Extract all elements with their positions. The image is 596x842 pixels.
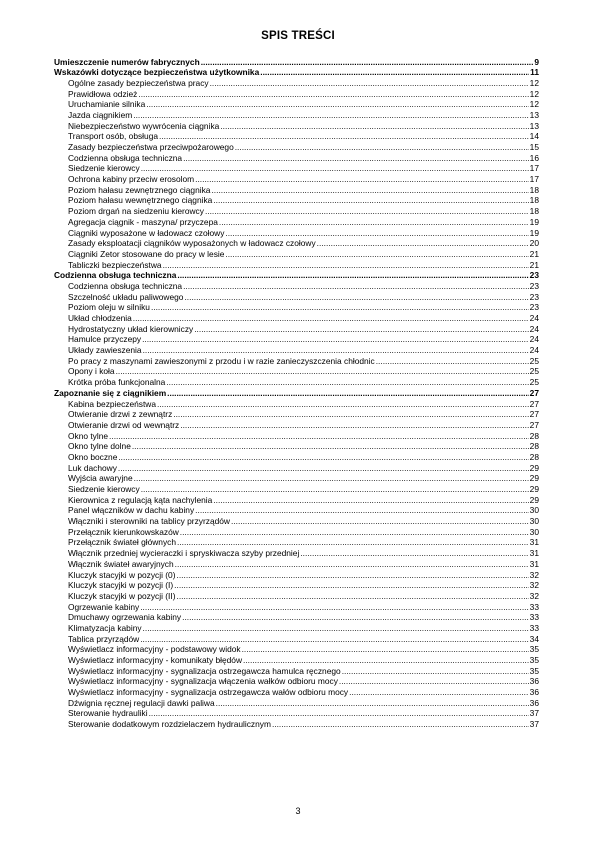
dot-leader <box>146 99 528 110</box>
dot-leader <box>184 292 528 303</box>
toc-entry-label: Umieszczenie numerów fabrycznych <box>54 56 200 67</box>
toc-entry[interactable] <box>54 281 539 292</box>
toc-entry-page-number: 35 <box>529 655 539 665</box>
toc-entry[interactable] <box>54 548 539 559</box>
toc-entry[interactable] <box>54 409 539 420</box>
dot-leader <box>142 334 529 345</box>
dot-leader <box>141 484 529 495</box>
toc-entry-label: Otwieranie drzwi od wewnątrz <box>68 419 180 430</box>
toc-entry-page-number: 25 <box>529 377 539 388</box>
toc-entry-page-number: 18 <box>529 184 539 195</box>
toc-entry-page-number: 18 <box>529 195 539 206</box>
toc-entry-label: Wyświetlacz informacyjny - komunikaty błędów <box>68 655 242 665</box>
toc-entry-label: Kierownica z regulacją kąta nachylenia <box>68 494 213 505</box>
toc-entry-label: Tablica przyrządów <box>68 633 140 644</box>
toc-entry-page-number: 31 <box>529 537 539 548</box>
toc-entry-page-number: 37 <box>529 708 539 719</box>
toc-entry-page-number: 12 <box>529 77 539 88</box>
toc-entry-label: Opony i koła <box>68 366 115 377</box>
toc-entry[interactable] <box>54 89 539 100</box>
toc-entry-label: Prawidłowa odzież <box>68 88 138 99</box>
dot-leader <box>216 698 529 709</box>
toc-entry[interactable] <box>54 121 539 132</box>
toc-entry-page-number: 36 <box>529 687 539 698</box>
toc-entry-label: Wyświetlacz informacyjny - podstawowy widok <box>68 644 241 655</box>
dot-leader <box>272 719 529 730</box>
toc-entry-page-number: 25 <box>529 366 539 377</box>
toc-entry[interactable] <box>54 420 539 431</box>
toc-entry-label: Okno boczne <box>68 451 118 462</box>
toc-entry-page-number: 9 <box>534 56 539 67</box>
toc-entry-label: Kabina bezpieczeństwa <box>68 398 156 409</box>
dot-leader <box>167 388 529 399</box>
toc-section-entry[interactable] <box>54 270 539 281</box>
toc-entry-page-number: 21 <box>529 248 539 259</box>
toc-entry-label: Okno tylne dolne <box>68 441 131 452</box>
toc-entry-label: Wyświetlacz informacyjny - sygnalizacja włączenia wałków odbioru mocy <box>68 676 338 687</box>
toc-entry[interactable] <box>54 719 539 730</box>
toc-entry-page-number: 11 <box>530 67 539 78</box>
toc-entry-page-number: 25 <box>529 355 539 366</box>
toc-entry[interactable] <box>54 377 539 388</box>
toc-entry-label: Krótka próba funkcjonalna <box>68 377 166 388</box>
toc-entry-label: Ochrona kabiny przeciw erosolom <box>68 174 195 185</box>
dot-leader <box>183 153 529 164</box>
toc-entry[interactable] <box>54 687 539 698</box>
dot-leader <box>205 206 529 217</box>
toc-entry[interactable] <box>54 441 539 452</box>
dot-leader <box>118 452 528 463</box>
dot-leader <box>151 302 529 313</box>
toc-entry[interactable] <box>54 366 539 377</box>
toc-entry-page-number: 23 <box>529 291 539 302</box>
dot-leader <box>138 89 528 100</box>
toc-entry-label: Układy zawieszenia <box>68 345 142 356</box>
toc-entry-page-number: 27 <box>529 398 539 409</box>
toc-entry-label: Układ chłodzenia <box>68 313 132 323</box>
toc-entry[interactable] <box>54 399 539 410</box>
dot-leader <box>210 78 529 89</box>
toc-entry-label: Siedzenie kierowcy <box>68 484 140 494</box>
dot-leader <box>342 666 529 677</box>
toc-entry-label: Przełącznik świateł głównych <box>68 537 176 548</box>
dot-leader <box>201 57 534 68</box>
dot-leader <box>177 537 529 548</box>
toc-entry[interactable] <box>54 334 539 345</box>
toc-entry-page-number: 12 <box>529 88 539 99</box>
toc-entry[interactable] <box>54 516 539 527</box>
toc-entry-label: Włączniki i sterowniki na tablicy przyrządów <box>68 516 230 527</box>
toc-entry-label: Włącznik przedniej wycieraczki i spryskiwacza szyby przedniej <box>68 548 300 559</box>
toc-entry-page-number: 37 <box>529 719 539 730</box>
toc-entry-page-number: 36 <box>529 676 539 687</box>
toc-entry[interactable] <box>54 345 539 356</box>
dot-leader <box>132 441 529 452</box>
toc-entry[interactable] <box>54 537 539 548</box>
toc-entry-page-number: 19 <box>529 216 539 227</box>
toc-entry-page-number: 30 <box>529 505 539 516</box>
toc-entry-page-number: 31 <box>529 558 539 569</box>
toc-entry-label: Codzienna obsługa techniczna <box>68 280 183 291</box>
toc-entry[interactable] <box>54 249 539 260</box>
toc-entry-label: Ogrzewanie kabiny <box>68 601 140 612</box>
toc-entry[interactable] <box>54 324 539 335</box>
toc-entry-page-number: 24 <box>529 313 539 323</box>
toc-entry[interactable] <box>54 195 539 206</box>
toc-entry-page-number: 30 <box>529 516 539 527</box>
toc-entry-label: Niebezpieczeństwo wywrócenia ciągnika <box>68 120 220 131</box>
toc-entry[interactable] <box>54 559 539 570</box>
dot-leader <box>219 217 529 228</box>
toc-entry-page-number: 28 <box>529 430 539 441</box>
toc-entry-page-number: 29 <box>529 484 539 494</box>
dot-leader <box>180 420 528 431</box>
dot-leader <box>300 548 528 559</box>
toc-entry[interactable] <box>54 634 539 645</box>
toc-section-entry[interactable] <box>54 57 539 68</box>
dot-leader <box>182 612 529 623</box>
toc-entry[interactable] <box>54 185 539 196</box>
toc-entry-label: Codzienna obsługa techniczna <box>54 270 177 281</box>
dot-leader <box>211 185 528 196</box>
toc-entry-page-number: 29 <box>529 494 539 505</box>
toc-entry-label: Otwieranie drzwi z zewnątrz <box>68 409 173 420</box>
dot-leader <box>175 559 529 570</box>
toc-entry-page-number: 29 <box>529 462 539 473</box>
toc-entry-label: Tabliczki bezpieczeństwa <box>68 259 162 270</box>
dot-leader <box>141 163 529 174</box>
toc-entry-page-number: 17 <box>529 163 539 174</box>
toc-entry-page-number: 27 <box>529 419 539 430</box>
toc-entry[interactable] <box>54 452 539 463</box>
toc-entry-page-number: 27 <box>529 409 539 420</box>
toc-entry[interactable] <box>54 356 539 367</box>
dot-leader <box>140 602 528 613</box>
dot-leader <box>376 356 529 367</box>
toc-entry[interactable] <box>54 570 539 581</box>
toc-entry-page-number: 30 <box>529 526 539 537</box>
toc-entry-page-number: 17 <box>529 174 539 185</box>
dot-leader <box>133 110 528 121</box>
dot-leader <box>177 570 529 581</box>
toc-entry-label: Transport osób, obsługa <box>68 131 159 142</box>
toc-entry-label: Hydrostatyczny układ kierowniczy <box>68 323 194 334</box>
toc-entry[interactable] <box>54 142 539 153</box>
toc-entry-label: Codzienna obsługa techniczna <box>68 152 183 163</box>
toc-entry[interactable] <box>54 313 539 324</box>
dot-leader <box>163 260 529 271</box>
toc-entry-label: Poziom oleju w silniku <box>68 302 150 313</box>
toc-entry-label: Siedzenie kierowcy <box>68 163 140 174</box>
toc-entry-page-number: 12 <box>529 99 539 110</box>
toc-entry[interactable] <box>54 78 539 89</box>
dot-leader <box>140 634 528 645</box>
toc-entry-page-number: 32 <box>529 590 539 601</box>
toc-entry-page-number: 18 <box>529 206 539 217</box>
toc-entry-label: Szczelność układu paliwowego <box>68 291 184 302</box>
toc-entry[interactable] <box>54 292 539 303</box>
toc-entry-label: Przełącznik kierunkowskazów <box>68 526 179 537</box>
toc-entry-label: Wskazówki dotyczące bezpieczeństwa użytkownika <box>54 67 260 78</box>
toc-entry-label: Panel włączników w dachu kabiny <box>68 505 195 516</box>
toc-entry-label: Dźwignia ręcznej regulacji dawki paliwa <box>68 697 215 708</box>
toc-entry-page-number: 21 <box>529 259 539 270</box>
toc-entry-label: Ogólne zasady bezpieczeństwa pracy <box>68 77 209 88</box>
dot-leader <box>109 431 529 442</box>
dot-leader <box>195 505 529 516</box>
toc-entry-label: Hamulce przyczepy <box>68 334 142 345</box>
toc-entry-page-number: 33 <box>529 601 539 612</box>
toc-entry[interactable] <box>54 110 539 121</box>
dot-leader <box>243 655 529 666</box>
toc-entry[interactable] <box>54 484 539 495</box>
toc-entry-label: Dmuchawy ogrzewania kabiny <box>68 612 182 623</box>
toc-entry-page-number: 34 <box>529 633 539 644</box>
toc-entry-page-number: 15 <box>529 142 539 152</box>
toc-entry[interactable] <box>54 602 539 613</box>
toc-entry-label: Zasady bezpieczeństwa przeciwpożarowego <box>68 142 234 152</box>
toc-entry-label: Poziom drgań na siedzeniu kierowcy <box>68 206 204 217</box>
toc-entry[interactable] <box>54 505 539 516</box>
toc-entry-page-number: 14 <box>529 131 539 142</box>
toc-entry-page-number: 33 <box>529 612 539 623</box>
toc-entry[interactable] <box>54 431 539 442</box>
toc-entry[interactable] <box>54 644 539 655</box>
toc-section-entry[interactable] <box>54 388 539 399</box>
dot-leader <box>220 121 528 132</box>
dot-leader <box>260 67 529 78</box>
toc-entry[interactable] <box>54 99 539 110</box>
toc-entry-page-number: 23 <box>529 270 539 281</box>
dot-leader <box>195 174 529 185</box>
dot-leader <box>173 409 528 420</box>
toc-entry[interactable] <box>54 591 539 602</box>
dot-leader <box>349 687 529 698</box>
dot-leader <box>231 516 529 527</box>
toc-entry-page-number: 24 <box>529 345 539 356</box>
toc-entry[interactable] <box>54 655 539 666</box>
toc-entry-page-number: 28 <box>529 451 539 462</box>
toc-entry-page-number: 19 <box>529 227 539 238</box>
toc-entry[interactable] <box>54 676 539 687</box>
dot-leader <box>225 249 528 260</box>
toc-entry-label: Sterowanie hydrauliki <box>68 708 148 719</box>
page-number: 3 <box>295 806 301 816</box>
toc-entry-label: Wyświetlacz informacyjny - sygnalizacja ostrzegawcza hamulca ręcznego <box>68 665 341 676</box>
toc-entry-page-number: 36 <box>529 697 539 708</box>
toc-entry-label: Uruchamianie silnika <box>68 99 146 110</box>
dot-leader <box>143 345 529 356</box>
dot-leader <box>133 313 529 324</box>
toc-entry-page-number: 16 <box>529 152 539 163</box>
dot-leader <box>235 142 529 153</box>
toc-entry[interactable] <box>54 527 539 538</box>
dot-leader <box>157 399 529 410</box>
toc-entry[interactable] <box>54 260 539 271</box>
dot-leader <box>183 281 529 292</box>
toc-entry-label: Ciągniki wyposażone w ładowacz czołowy <box>68 227 225 238</box>
toc-entry-label: Wyjścia awaryjne <box>68 473 133 484</box>
dot-leader <box>339 676 529 687</box>
toc-entry[interactable] <box>54 153 539 164</box>
toc-entry-page-number: 27 <box>529 387 539 398</box>
toc-entry[interactable] <box>54 623 539 634</box>
toc-entry-page-number: 32 <box>529 580 539 591</box>
toc-entry-page-number: 33 <box>529 622 539 633</box>
dot-leader <box>159 131 529 142</box>
toc-entry[interactable] <box>54 708 539 719</box>
toc-section-entry[interactable] <box>54 67 539 78</box>
page-title: SPIS TREŚCI <box>261 30 335 42</box>
toc-entry[interactable] <box>54 580 539 591</box>
toc-entry-page-number: 31 <box>529 548 539 559</box>
dot-leader <box>177 591 529 602</box>
toc-entry-label: Sterowanie dodatkowym rozdzielaczem hydraulicznym <box>68 719 271 730</box>
toc-entry[interactable] <box>54 473 539 484</box>
dot-leader <box>213 495 528 506</box>
toc-entry[interactable] <box>54 163 539 174</box>
toc-entry-label: Włącznik świateł awaryjnych <box>68 558 174 569</box>
toc-entry[interactable] <box>54 302 539 313</box>
dot-leader <box>242 644 529 655</box>
toc-entry[interactable] <box>54 174 539 185</box>
toc-entry[interactable] <box>54 131 539 142</box>
toc-entry-label: Po pracy z maszynami zawieszonymi z przodu i w razie zanieczyszczenia chłodnic <box>68 355 375 366</box>
toc-entry[interactable] <box>54 217 539 228</box>
dot-leader <box>118 463 529 474</box>
toc-entry[interactable] <box>54 612 539 623</box>
toc-entry-label: Kluczyk stacyjki w pozycji (0) <box>68 569 176 580</box>
dot-leader <box>177 270 528 281</box>
dot-leader <box>149 708 529 719</box>
toc-entry-label: Poziom hałasu zewnętrznego ciągnika <box>68 184 211 195</box>
dot-leader <box>194 324 528 335</box>
toc-entry[interactable] <box>54 495 539 506</box>
toc-entry[interactable] <box>54 463 539 474</box>
toc-entry-label: Kluczyk stacyjki w pozycji (II) <box>68 590 176 601</box>
toc-entry-label: Okno tylne <box>68 430 109 441</box>
dot-leader <box>225 228 528 239</box>
dot-leader <box>116 366 529 377</box>
dot-leader <box>174 580 529 591</box>
toc-entry-label: Agregacja ciągnik - maszyna/ przyczepa <box>68 216 218 227</box>
toc-entry-page-number: 35 <box>529 665 539 676</box>
toc-entry-page-number: 32 <box>529 569 539 580</box>
toc-entry[interactable] <box>54 206 539 217</box>
toc-entry-page-number: 20 <box>529 238 539 249</box>
toc-entry-page-number: 13 <box>529 120 539 131</box>
toc-entry-label: Ciągniki Zetor stosowane do pracy w lesie <box>68 248 225 259</box>
toc-entry-page-number: 23 <box>529 280 539 291</box>
toc-entry[interactable] <box>54 228 539 239</box>
dot-leader <box>134 473 529 484</box>
toc-entry[interactable] <box>54 238 539 249</box>
toc-entry[interactable] <box>54 666 539 677</box>
toc-entry-label: Klimatyzacja kabiny <box>68 622 142 633</box>
dot-leader <box>317 238 529 249</box>
toc-entry-page-number: 35 <box>529 644 539 655</box>
toc-entry-label: Zasady eksploatacji ciągników wyposażonych w ładowacz czołowy <box>68 238 316 249</box>
toc-entry-label: Kluczyk stacyjki w pozycji (I) <box>68 580 174 591</box>
toc-entry-page-number: 28 <box>529 441 539 452</box>
toc-entry-page-number: 24 <box>529 323 539 334</box>
toc-entry-page-number: 13 <box>529 109 539 120</box>
dot-leader <box>143 623 529 634</box>
toc-entry-label: Poziom hałasu wewnętrznego ciągnika <box>68 195 213 206</box>
toc-entry-label: Jazda ciągnikiem <box>68 109 133 120</box>
dot-leader <box>180 527 529 538</box>
toc-entry-page-number: 24 <box>529 334 539 345</box>
table-of-contents <box>54 57 539 730</box>
toc-entry-label: Wyświetlacz informacyjny - sygnalizacja ostrzegawcza wałów odbioru mocy <box>68 687 349 698</box>
dot-leader <box>213 195 528 206</box>
toc-entry-label: Zapoznanie się z ciągnikiem <box>54 387 167 398</box>
toc-entry[interactable] <box>54 698 539 709</box>
dot-leader <box>166 377 528 388</box>
toc-entry-page-number: 23 <box>529 302 539 313</box>
toc-entry-label: Luk dachowy <box>68 462 117 473</box>
toc-entry-page-number: 29 <box>529 473 539 484</box>
